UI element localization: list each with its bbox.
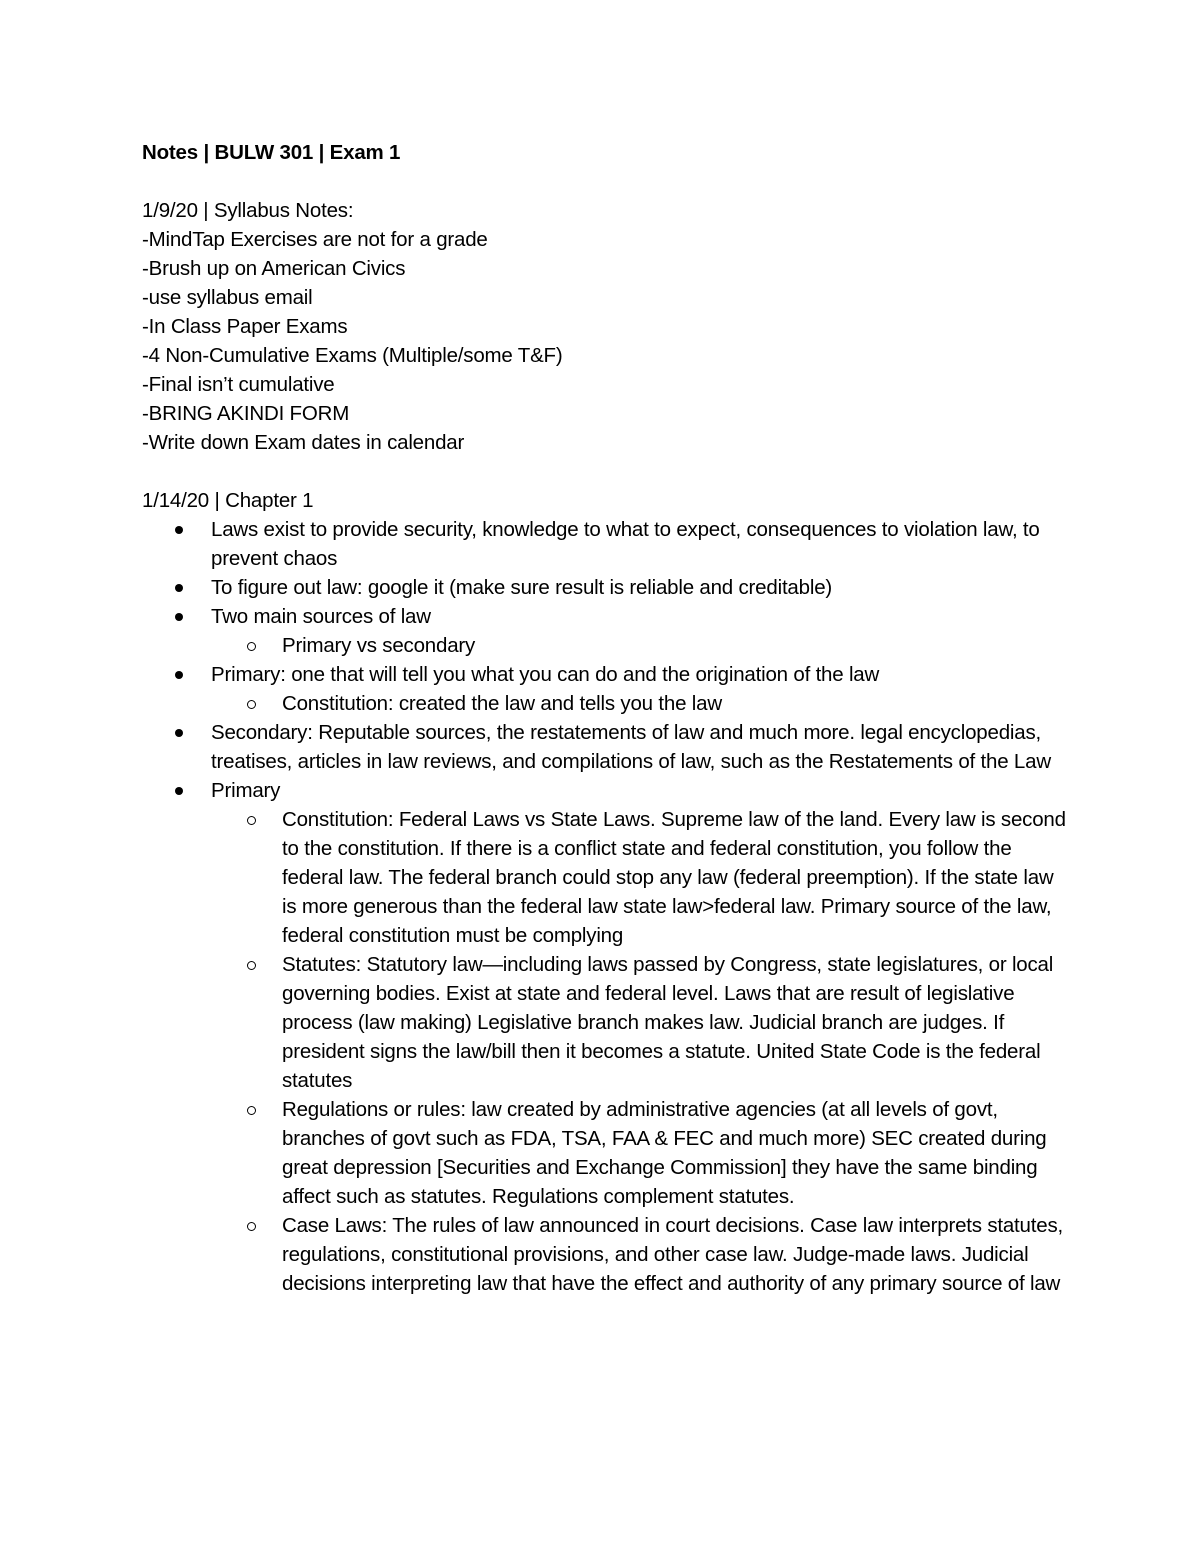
sub-bullet-list	[211, 805, 1072, 1298]
bullet-text: To figure out law: google it (make sure result is reliable and creditable)	[211, 576, 833, 599]
sub-bullet-item: Constitution: created the law and tells you the law	[211, 689, 1072, 718]
bullet-item	[142, 718, 1072, 776]
bullet-text: Secondary: Reputable sources, the restatements of law and much more. legal encyclopedias, treatises, articles in law reviews, and compilations of law, such as the Restatements of the Law	[211, 721, 1051, 773]
bullet-list	[142, 515, 1072, 1298]
sub-bullet-item: Regulations or rules: law created by administrative agencies (at all levels of govt, branches of govt such as FDA, TSA, FAA & FEC and much more) SEC created during great depression [Securities and Exchange Commission] they have the same binding affect such as statutes. Regulations complement statutes.	[211, 1095, 1072, 1211]
document-body	[142, 138, 1072, 1298]
note-line: -Write down Exam dates in calendar	[142, 431, 465, 454]
bullet-item	[142, 660, 1072, 718]
note-line: -In Class Paper Exams	[142, 315, 348, 338]
note-line: -use syllabus email	[142, 286, 313, 309]
bullet-text: Two main sources of law	[211, 605, 431, 628]
sub-bullet-item: Case Laws: The rules of law announced in court decisions. Case law interprets statutes, regulations, constitutional provisions, and other case law. Judge-made laws. Judicial decisions interpreting law that have the effect and authority of any primary source of law	[211, 1211, 1072, 1298]
bullet-item	[142, 776, 1072, 1298]
note-line: -BRING AKINDI FORM	[142, 402, 350, 425]
sub-bullet-list	[211, 689, 1072, 718]
note-line: -Brush up on American Civics	[142, 257, 406, 280]
sub-bullet-item: Statutes: Statutory law—including laws passed by Congress, state legislatures, or local governing bodies. Exist at state and federal level. Laws that are result of legislative process (law making) Legislative branch makes law. Judicial branch are judges. If president signs the law/bill then it becomes a statute. United State Code is the federal statutes	[211, 950, 1072, 1095]
bullet-item	[142, 602, 1072, 660]
bullet-item	[142, 573, 1072, 602]
sub-bullet-list	[211, 631, 1072, 660]
section-chapter-1	[142, 486, 1072, 1298]
bullet-text: Primary	[211, 779, 281, 802]
sub-bullet-item: Constitution: Federal Laws vs State Laws. Supreme law of the land. Every law is second to the constitution. If there is a conflict state and federal constitution, you follow the federal law. The federal branch could stop any law (federal preemption). If the state law is more generous than the federal law state law>federal law. Primary source of the law, federal constitution must be complying	[211, 805, 1072, 950]
document-title: Notes | BULW 301 | Exam 1	[142, 141, 401, 164]
section-syllabus-notes	[142, 196, 1072, 457]
note-line: -MindTap Exercises are not for a grade	[142, 228, 488, 251]
section-heading: 1/14/20 | Chapter 1	[142, 489, 314, 512]
note-line: -4 Non-Cumulative Exams (Multiple/some T&F)	[142, 344, 563, 367]
note-line: -Final isn’t cumulative	[142, 373, 335, 396]
bullet-text: Laws exist to provide security, knowledge to what to expect, consequences to violation law, to prevent chaos	[211, 518, 1040, 570]
bullet-text: Primary: one that will tell you what you can do and the origination of the law	[211, 663, 880, 686]
spacer	[142, 457, 1072, 486]
sub-bullet-item: Primary vs secondary	[211, 631, 1072, 660]
spacer	[142, 167, 1072, 196]
bullet-item	[142, 515, 1072, 573]
section-heading: 1/9/20 | Syllabus Notes:	[142, 199, 354, 222]
